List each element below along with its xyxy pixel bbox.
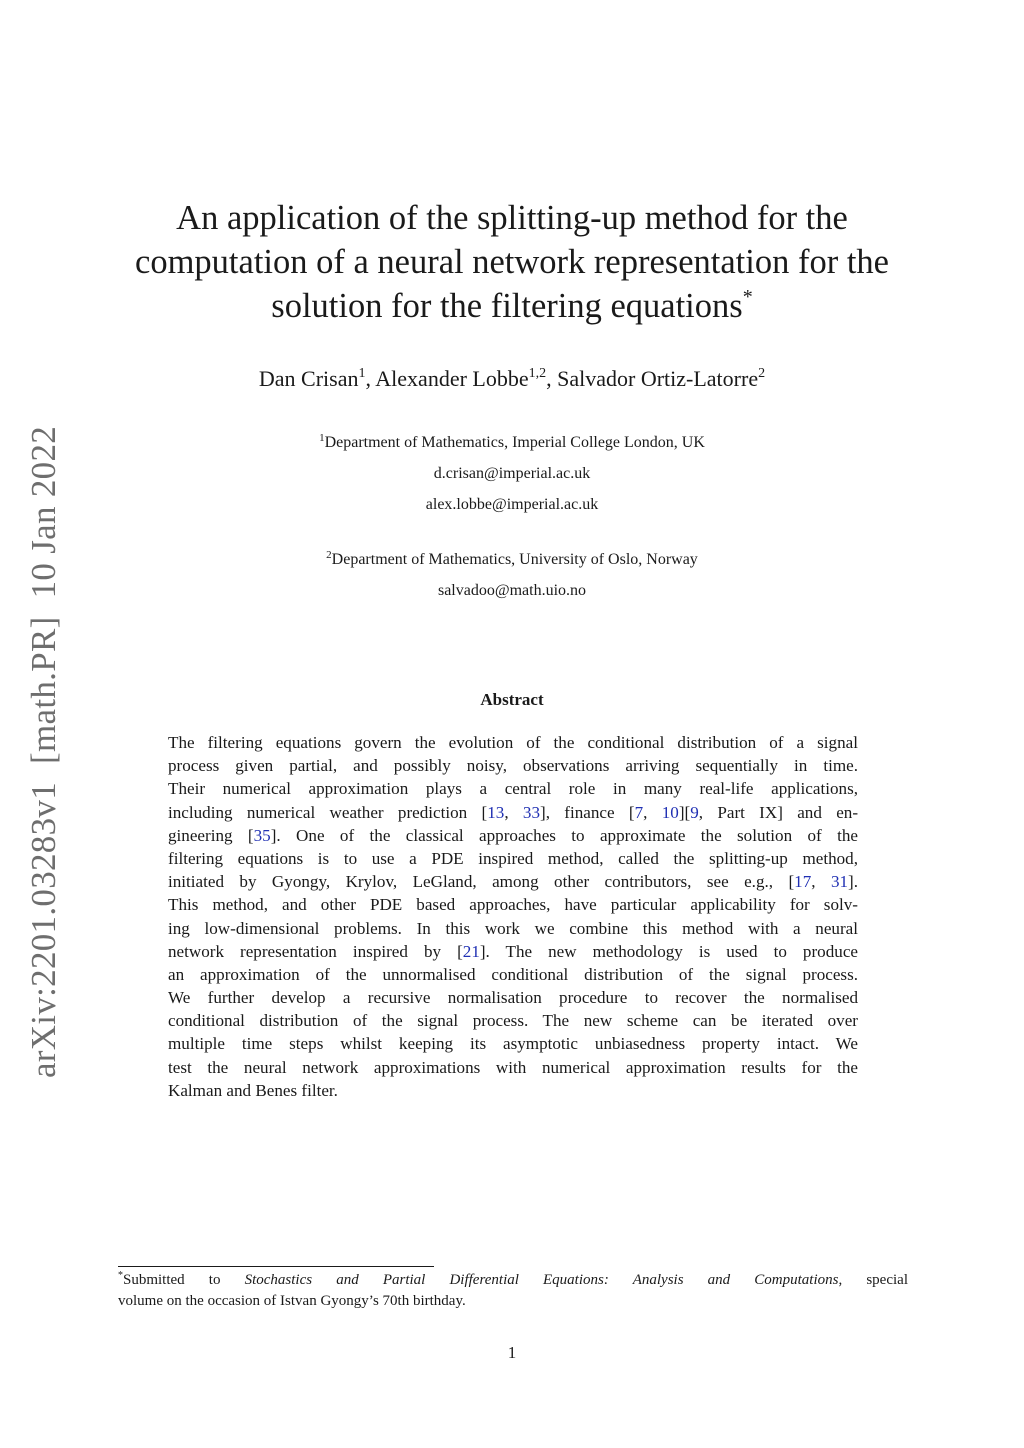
abstract-text: , — [643, 802, 662, 822]
abstract-text: ing low-dimensional problems. In this work we combine this method with a neural — [168, 918, 858, 938]
affiliation-mark: 2 — [326, 549, 332, 561]
author: Dan Crisan — [258, 366, 359, 391]
abstract-text: test the neural network approximations with numerical approximation results for the — [168, 1057, 858, 1077]
footnote-mark: * — [118, 1270, 123, 1281]
abstract-line — [168, 754, 858, 777]
abstract-line — [168, 847, 858, 870]
author-affil-mark: 2 — [758, 366, 766, 381]
title-line-2: computation of a neural network representation for the — [135, 243, 889, 281]
abstract-text: Kalman and Benes filter. — [168, 1080, 338, 1100]
abstract-text: ][ — [678, 802, 691, 822]
arxiv-id: arXiv:2201.03283v1 — [24, 781, 63, 1079]
author-affil-mark: 1 — [358, 366, 366, 381]
abstract-text: Their numerical approximation plays a central role in many real-life applications, — [168, 779, 858, 799]
abstract-line — [168, 940, 858, 963]
title-line-3 — [100, 284, 924, 328]
abstract-text: conditional distribution of the signal process. The new scheme can be iterated over — [168, 1011, 858, 1031]
abstract-text: This method, and other PDE based approaches, have particular applicability for solv- — [168, 895, 858, 915]
author: Salvador Ortiz-Latorre — [557, 366, 759, 391]
abstract-text: initiated by Gyongy, Krylov, LeGland, among other contributors, see e.g., [ — [168, 872, 795, 892]
page-number: 1 — [507, 1343, 517, 1362]
abstract-line — [168, 870, 858, 893]
footnote-line-2: volume on the occasion of Istvan Gyongy’s 70th birthday. — [118, 1293, 466, 1309]
abstract-text: The filtering equations govern the evolution of the conditional distribution of a signal — [168, 733, 858, 752]
footnote-prefix: Submitted to — [123, 1272, 245, 1288]
affiliation-2 — [100, 549, 924, 571]
abstract-text: filtering equations is to use a PDE inspired method, called the splitting-up method, — [168, 848, 858, 868]
abstract-text: , — [504, 802, 523, 822]
arxiv-category: [math.PR] — [24, 616, 63, 764]
abstract-line — [168, 1079, 858, 1102]
citation-link[interactable]: 31 — [830, 872, 849, 892]
arxiv-stamp — [24, 426, 64, 1078]
title-line-3-text: solution for the filtering equations — [271, 287, 743, 325]
affiliation-name: Department of Mathematics, University of Oslo, Norway — [331, 551, 698, 568]
paper-title — [100, 196, 924, 328]
abstract-line — [168, 1009, 858, 1032]
author-separator: , — [546, 366, 558, 391]
abstract-line — [168, 893, 858, 916]
email[interactable]: alex.lobbe@imperial.ac.uk — [425, 496, 599, 513]
citation-link[interactable]: 33 — [522, 802, 541, 822]
abstract-line — [168, 801, 858, 824]
abstract-line — [168, 1056, 858, 1079]
abstract-text: ]. The new methodology is used to produce — [479, 941, 858, 961]
citation-link[interactable]: 17 — [794, 872, 812, 892]
citation-link[interactable]: 7 — [634, 802, 644, 822]
citation-link[interactable]: 21 — [462, 941, 480, 961]
abstract-text: process given partial, and possibly noisy, observations arriving sequentially in time. — [168, 756, 858, 776]
abstract-text: ]. — [848, 872, 858, 892]
abstract-text: multiple time steps whilst keeping its asymptotic unbiasedness property intact. We — [168, 1034, 858, 1054]
citation-link[interactable]: 35 — [253, 825, 271, 845]
abstract-line — [168, 917, 858, 940]
abstract-text: We further develop a recursive normalisation procedure to recover the normalised — [168, 988, 858, 1008]
abstract-text: network representation inspired by [ — [168, 941, 463, 961]
arxiv-date: 10 Jan 2022 — [24, 425, 63, 599]
author-separator: , — [365, 366, 376, 391]
footnote — [118, 1270, 908, 1312]
abstract-text: , — [811, 872, 831, 892]
citation-link[interactable]: 9 — [690, 802, 699, 822]
author-affil-mark: 1,2 — [528, 366, 547, 381]
footnote-journal: Stochastics and Partial Differential Equations: Analysis and Computations — [244, 1272, 839, 1288]
footnote-line-1 — [118, 1270, 908, 1291]
abstract-line — [168, 963, 858, 986]
citation-link[interactable]: 10 — [661, 802, 679, 822]
affiliation-1 — [100, 432, 924, 454]
abstract-heading: Abstract — [480, 690, 544, 709]
affiliation-name: Department of Mathematics, Imperial College London, UK — [324, 434, 705, 451]
footnote-rule — [118, 1266, 434, 1267]
email[interactable]: d.crisan@imperial.ac.uk — [433, 465, 591, 482]
abstract-text: , Part IX] and en- — [698, 802, 859, 822]
title-line-1: An application of the splitting-up method for the — [176, 199, 848, 237]
footnote-suffix: , special — [838, 1272, 908, 1288]
citation-link[interactable]: 13 — [487, 802, 505, 822]
abstract-text: ], finance [ — [540, 802, 635, 822]
abstract-body — [168, 731, 858, 1102]
author-list — [100, 364, 924, 394]
affiliation-mark: 1 — [319, 432, 325, 444]
abstract-line — [168, 731, 858, 754]
abstract-line — [168, 1032, 858, 1055]
abstract-text: ]. One of the classical approaches to approximate the solution of the — [270, 825, 858, 845]
abstract-line — [168, 777, 858, 800]
abstract-text: an approximation of the unnormalised conditional distribution of the signal process. — [168, 964, 858, 984]
abstract-line — [168, 824, 858, 847]
abstract-line — [168, 986, 858, 1009]
abstract-text: gineering [ — [168, 825, 254, 845]
title-footnote-mark: * — [742, 286, 753, 308]
email[interactable]: salvadoo@math.uio.no — [437, 582, 587, 599]
abstract-text: including numerical weather prediction [ — [168, 802, 488, 822]
author: Alexander Lobbe — [375, 366, 529, 391]
